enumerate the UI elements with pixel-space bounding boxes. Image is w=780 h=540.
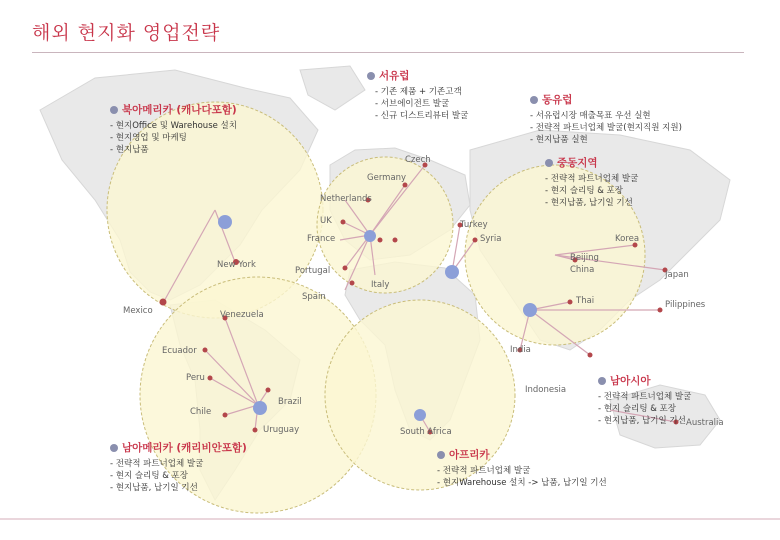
- page-title: 해외 현지화 영업전략: [32, 22, 221, 44]
- label-venezuela: Venezuela: [220, 310, 264, 320]
- label-chile: Chile: [190, 407, 212, 417]
- city-dot-ecuador: [203, 348, 208, 353]
- city-dot-uruguay: [253, 428, 258, 433]
- city-dot-syria: [473, 238, 478, 243]
- region-item: - 현지 슬리팅 & 포장: [545, 186, 623, 196]
- region-africa: [437, 447, 607, 489]
- region-item: - 현지Warehouse 설치 -> 납품, 납기일 기선: [437, 478, 607, 488]
- region-item: - 서브에이전트 발굴: [375, 99, 450, 109]
- city-dot-mexico: [160, 299, 167, 306]
- bullet-icon: [545, 159, 553, 167]
- bullet-icon: [437, 451, 445, 459]
- city-dot-germany: [403, 183, 408, 188]
- region-south-asia: [598, 373, 691, 427]
- region-west-europe: [367, 68, 468, 122]
- label-ecuador: Ecuador: [162, 346, 197, 356]
- region-item: - 서유럽시장 매출목표 우선 실현: [530, 111, 651, 121]
- region-item: - 현지 슬리팅 & 포장: [598, 404, 676, 414]
- hub-dot-south-asia: [523, 303, 537, 317]
- region-north-america: [110, 102, 237, 156]
- city-dot-indonesia: [588, 353, 593, 358]
- city-dot-italy: [393, 238, 398, 243]
- label-germany: Germany: [367, 173, 407, 183]
- label-uk: UK: [320, 216, 332, 226]
- label-south-africa: South Africa: [400, 427, 452, 437]
- label-france: France: [307, 234, 336, 244]
- bullet-icon: [530, 96, 538, 104]
- label-china: China: [570, 265, 595, 275]
- hub-dot-south-america: [253, 401, 267, 415]
- label-mexico: Mexico: [123, 306, 153, 316]
- city-dot-spain: [350, 281, 355, 286]
- region-title: 아프리카: [449, 449, 490, 461]
- label-india: India: [510, 345, 531, 355]
- label-spain: Spain: [302, 292, 326, 302]
- region-item: - 전략적 파트너업체 발굴: [110, 459, 204, 469]
- city-dot-chile: [223, 413, 228, 418]
- city-dot-pilippines: [658, 308, 663, 313]
- greenland-landmass: [300, 66, 365, 110]
- label-thai: Thai: [576, 296, 595, 306]
- label-korea: Korea: [615, 234, 640, 244]
- region-item: - 신규 디스트리뷰터 발굴: [375, 111, 469, 121]
- label-australia: Australia: [686, 418, 724, 428]
- label-brazil: Brazil: [278, 397, 302, 407]
- region-title: 북아메리카 (캐나다포함): [122, 104, 237, 116]
- region-item: - 현지납품, 납기일 기선: [110, 483, 198, 493]
- region-item: - 기존 제품 + 기존고객: [375, 87, 462, 97]
- region-south-america: [110, 440, 247, 494]
- city-dot-uk: [341, 220, 346, 225]
- label-peru: Peru: [186, 373, 205, 383]
- region-item: - 전략적 파트너업체 발굴(현지직원 지원): [530, 123, 682, 133]
- city-dot-peru: [208, 376, 213, 381]
- label-netherlands: Netherlands: [320, 194, 372, 204]
- region-title: 서유럽: [379, 70, 410, 82]
- hub-dot-middle-east: [445, 265, 459, 279]
- footer-divider: [0, 518, 780, 520]
- region-item: - 현지납품, 납기일 기선: [598, 416, 686, 426]
- label-syria: Syria: [480, 234, 502, 244]
- label-turkey: Turkey: [460, 220, 488, 230]
- city-dot-thai: [568, 300, 573, 305]
- bullet-icon: [367, 72, 375, 80]
- region-item: - 현지납품 실현: [530, 135, 588, 145]
- region-item: - 현지 슬리팅 & 포장: [110, 471, 188, 481]
- label-beijing: Beijing: [570, 253, 599, 263]
- label-uruguay: Uruguay: [263, 425, 300, 435]
- region-item: - 현지영업 및 마케팅: [110, 133, 187, 143]
- region-east-europe: [530, 92, 682, 146]
- hub-dot-europe: [364, 230, 376, 242]
- bullet-icon: [110, 106, 118, 114]
- city-dot-france: [378, 238, 383, 243]
- label-czech: Czech: [405, 155, 431, 165]
- region-item: - 현지납품, 납기일 기선: [545, 198, 633, 208]
- city-dot-portugal: [343, 266, 348, 271]
- bullet-icon: [598, 377, 606, 385]
- label-portugal: Portugal: [295, 266, 331, 276]
- region-item: - 전략적 파트너업체 발굴: [598, 392, 692, 402]
- city-dot-brazil: [266, 388, 271, 393]
- label-japan: Japan: [665, 270, 689, 280]
- region-middle-east: [545, 155, 638, 209]
- region-title: 중동지역: [557, 157, 598, 169]
- region-title: 남아메리카 (캐리비안포함): [122, 442, 247, 454]
- label-italy: Italy: [371, 280, 390, 290]
- hub-dot-north-america: [218, 215, 232, 229]
- label-new-york: New York: [217, 260, 256, 270]
- region-item: - 현지Office 및 Warehouse 설치: [110, 121, 237, 131]
- region-title: 남아시아: [610, 375, 651, 387]
- region-title: 동유럽: [542, 94, 573, 106]
- region-item: - 현지납품: [110, 145, 149, 155]
- connector-mideast-turkey: [452, 225, 460, 272]
- bullet-icon: [110, 444, 118, 452]
- region-item: - 전략적 파트너업체 발굴: [545, 174, 639, 184]
- hub-dot-africa: [414, 409, 426, 421]
- label-indonesia: Indonesia: [525, 385, 567, 395]
- label-pilippines: Pilippines: [665, 300, 706, 310]
- region-item: - 전략적 파트너업체 발굴: [437, 466, 531, 476]
